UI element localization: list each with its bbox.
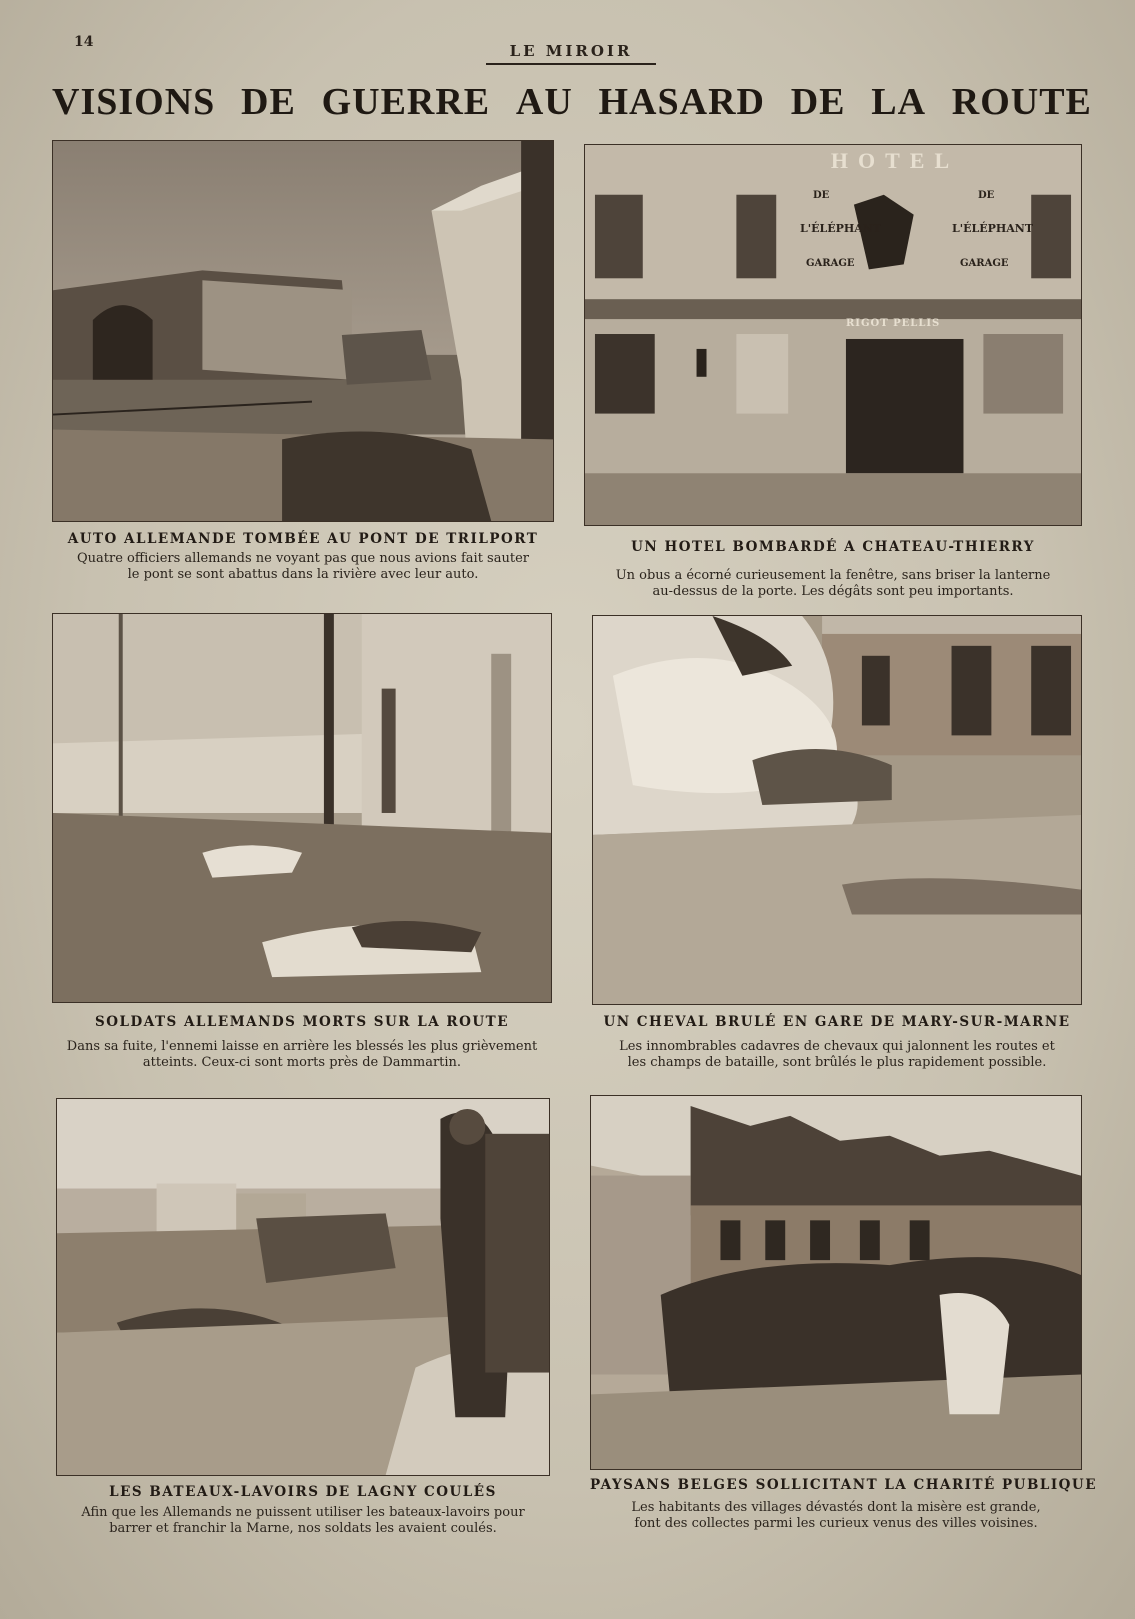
photo-belgian-peasants bbox=[590, 1095, 1082, 1470]
photo-dead-soldiers bbox=[52, 613, 552, 1003]
photo-sunken-boats bbox=[56, 1098, 550, 1476]
headline-word: DE bbox=[790, 81, 846, 123]
caption-text bbox=[52, 551, 554, 583]
sign-hotel: HOTEL bbox=[830, 148, 960, 173]
caption-line: Un obus a écorné curieusement la fenêtre, sans briser la lanterne bbox=[615, 568, 1051, 583]
caption-title: PAYSANS BELGES SOLLICITANT LA CHARITÉ PUBLIQUE bbox=[590, 1477, 1097, 1493]
caption-title: SOLDATS ALLEMANDS MORTS SUR LA ROUTE bbox=[95, 1014, 509, 1030]
caption-line: Les innombrables cadavres de chevaux qui jalonnent les routes et bbox=[619, 1039, 1055, 1054]
caption-line: les champs de bataille, sont brûlés le plus rapidement possible. bbox=[627, 1055, 1047, 1070]
sign-elephant-right: L'ÉLÉPHANT bbox=[952, 222, 1034, 235]
caption-title: UN HOTEL BOMBARDÉ A CHATEAU-THIERRY bbox=[631, 539, 1035, 555]
sign-shop: RIGOT PELLIS bbox=[846, 318, 941, 329]
page-number: 14 bbox=[74, 34, 94, 50]
sign-de-left: DE bbox=[813, 190, 830, 201]
photo-bridge-trilport bbox=[52, 140, 554, 522]
caption-line: atteints. Ceux-ci sont morts près de Dammartin. bbox=[142, 1055, 462, 1070]
caption-line: font des collectes parmi les curieux venus des villes voisines. bbox=[634, 1516, 1038, 1531]
caption-line: Les habitants des villages dévastés dont la misère est grande, bbox=[631, 1500, 1041, 1515]
caption-text bbox=[56, 1505, 550, 1537]
sign-garage-right: GARAGE bbox=[960, 258, 1009, 269]
masthead-rule bbox=[486, 63, 656, 65]
photo-burning-horse bbox=[592, 615, 1082, 1005]
caption-line: barrer et franchir la Marne, nos soldats les avaient coulés. bbox=[109, 1521, 497, 1536]
caption-title: AUTO ALLEMANDE TOMBÉE AU PONT DE TRILPORT bbox=[67, 531, 539, 547]
sign-garage-left: GARAGE bbox=[806, 258, 855, 269]
headline-word: ROUTE bbox=[951, 81, 1092, 123]
headline bbox=[52, 80, 1092, 124]
photo-hotel-chateau-thierry bbox=[584, 144, 1082, 526]
headline-word: HASARD bbox=[598, 81, 765, 123]
headline-word: AU bbox=[515, 81, 573, 123]
caption-text bbox=[52, 1039, 552, 1071]
headline-word: LA bbox=[871, 81, 927, 123]
masthead: LE MIROIR bbox=[509, 42, 633, 60]
caption-text bbox=[584, 568, 1082, 600]
caption-title: UN CHEVAL BRULÉ EN GARE DE MARY-SUR-MARNE bbox=[603, 1014, 1071, 1030]
caption-title: LES BATEAUX-LAVOIRS DE LAGNY COULÉS bbox=[109, 1484, 497, 1500]
sign-elephant-left: L'ÉLÉPHANT bbox=[800, 222, 882, 235]
caption-text bbox=[592, 1039, 1082, 1071]
sign-de-right: DE bbox=[978, 190, 995, 201]
headline-word: VISIONS bbox=[52, 81, 216, 123]
headline-word: GUERRE bbox=[321, 81, 491, 123]
caption-text bbox=[590, 1500, 1082, 1532]
caption-line: le pont se sont abattus dans la rivière avec leur auto. bbox=[127, 567, 479, 582]
caption-line: au-dessus de la porte. Les dégâts sont peu importants. bbox=[652, 584, 1014, 599]
caption-line: Dans sa fuite, l'ennemi laisse en arrière les blessés les plus grièvement bbox=[66, 1039, 538, 1054]
caption-line: Afin que les Allemands ne puissent utiliser les bateaux-lavoirs pour bbox=[81, 1505, 525, 1520]
caption-line: Quatre officiers allemands ne voyant pas que nous avions fait sauter bbox=[77, 551, 529, 566]
headline-word: DE bbox=[241, 81, 296, 123]
